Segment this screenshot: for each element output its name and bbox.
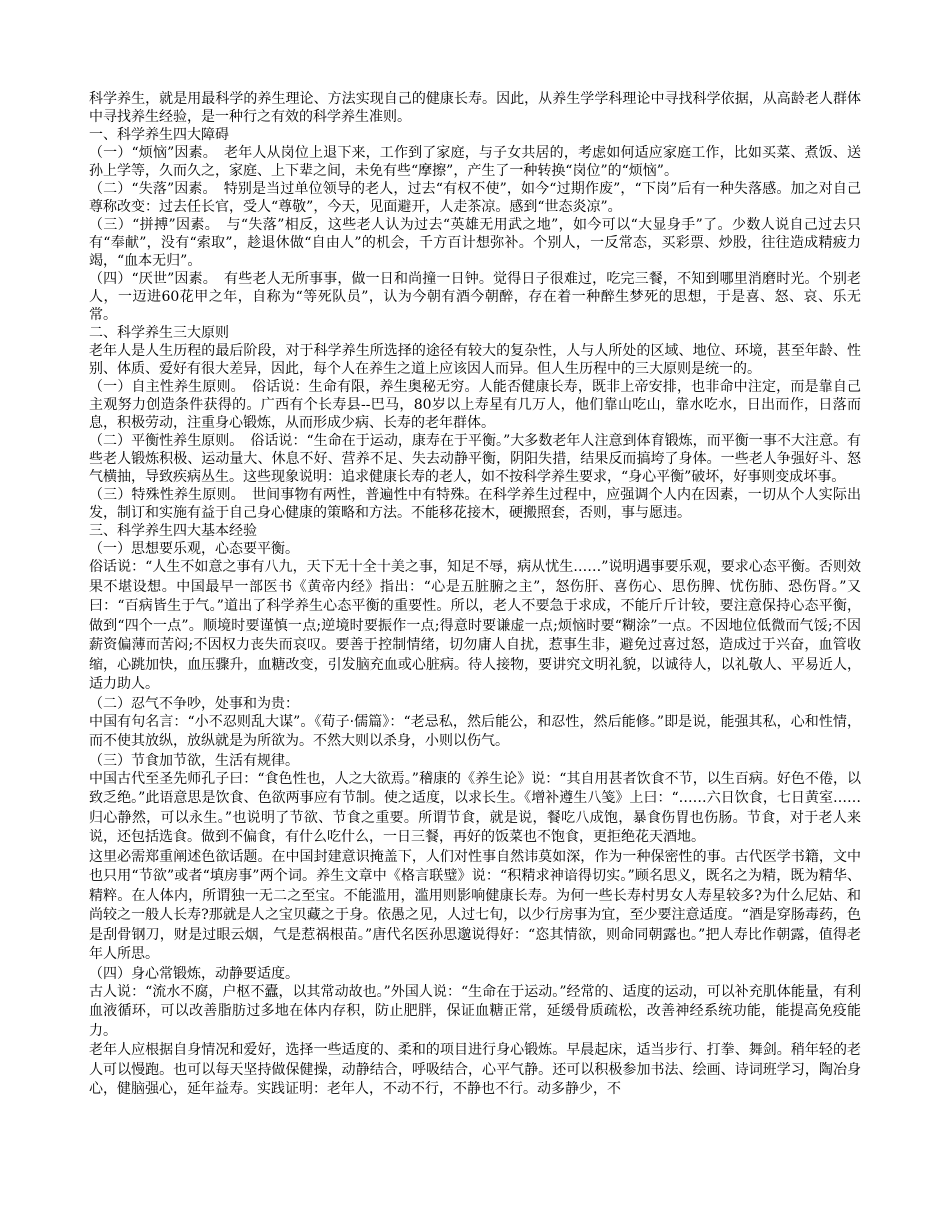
paragraph-patience: 中国有句名言：“小不忍则乱大谋”。《荀子·儒篇》：“老忌私，然后能公，和忍性，然后能修。”即是说，能强其私，心和性情，而不使其放纵，放纵就是为所欲为。不然大则以杀身，小则以伤气。 bbox=[89, 713, 861, 749]
paragraph-moderation-desire: 这里必需郑重阐述色欲话题。在中国封建意识掩盖下，人们对性事自然讳莫如深，作为一种保密性的事。古代医学书籍，文中也只用“节欲”或者“填房事”两个词。养生文章中《格言联璧》说：“积精求神谙得切实。”顾名思义，既名之为精，既为精华、精粹。在人体内，所谓独一无二之至宝。不能滥用，滥用则影响健康长寿。为何一些长寿村男女人寿星较多?为什么尼姑、和尚较之一般人长寿?那就是人之宝贝藏之于身。依愚之见，人过七旬，以少行房事为宜，至少要注意适度。“酒是穿肠毒药，色是刮骨钢刀，财是过眼云烟，气是惹祸根苗。”唐代名医孙思邈说得好：“恣其情欲，则命同朝露也。”把人寿比作朝露，值得老年人所思。 bbox=[89, 848, 861, 962]
subheading-moderation: （三）节食加节欲，生活有规律。 bbox=[89, 752, 299, 769]
paragraph-moderation-diet: 中国古代至圣先师孔子曰：“食色性也，人之大欲焉。”稽康的《养生论》说：“其自用甚者饮食不节，以生百病。好色不倦，以致乏绝。”此语意思是饮食、色欲两事应有节制。使之适度，以求长生。《增补遵生八笺》上曰：“……六日饮食，七日黄室……归心静然，可以永生。”也说明了节欲、节食之重要。所谓节食，就是说，餐吃八成饱，暴食伤胃也伤肠。节食，对于老人来说，还包括选食。做到不偏食，有什么吃什么，一日三餐，再好的饭菜也不饱食，更拒绝花天酒地。 bbox=[89, 770, 861, 845]
paragraph-obstacle-struggle: （三）“拼搏”因素。 与“失落”相反，这些老人认为过去“英雄无用武之地”，如今可以“大显身手”了。少数人说自己过去只有“奉献”，没有“索取”，趁退休做“自由人”的机会，千方百计想弥补。个别人，一反常态，买彩票、炒股，往往造成精疲力竭，“血本无归”。 bbox=[89, 217, 861, 269]
section-heading-principles: 二、科学养生三大原则 bbox=[89, 325, 229, 341]
paragraph-optimism: 俗话说：“人生不如意之事有八九，天下无十全十美之事，知足不辱，病从忧生……”说明遇事要乐观，要求心态平衡。否则效果不堪设想。中国最早一部医书《黄帝内经》指出：“心是五脏腑之主”，怒伤肝、喜伤心、思伤脾、忧伤肺、恐伤肾。”又曰：“百病皆生于气。”道出了科学养生心态平衡的重要性。所以，老人不要急于求成，不能斤斤计较，要注意保持心态平衡，做到“四个一点”。顺境时要谨慎一点;逆境时要振作一点;得意时要谦虚一点;烦恼时要“糊涂”一点。不因地位低微而气馁;不因薪资偏薄而苦闷;不因权力丧失而哀叹。要善于控制情绪，切勿庸人自扰，惹事生非，避免过喜过怒，造成过于兴奋，血管收缩，心跳加快，血压骤升，血糖改变，引发脑充血或心脏病。待人接物，要讲究文明礼貌，以诚待人，以礼敬人、平易近人，适力助人。 bbox=[89, 559, 861, 692]
paragraph-intro: 科学养生，就是用最科学的养生理论、方法实现自己的健康长寿。因此，从养生学学科理论中寻找科学依据，从高龄老人群体中寻找养生经验，是一种行之有效的科学养生准则。 bbox=[89, 91, 861, 125]
section-heading-obstacles: 一、科学养生四大障碍 bbox=[89, 127, 229, 143]
paragraph-exercise-advice: 老年人应根据自身情况和爱好，选择一些适度的、柔和的项目进行身心锻炼。早晨起床，适当步行、打拳、舞剑。稍年轻的老人可以慢跑。也可以每天坚持做保健操，动静结合，呼吸结合，心平气静。还可以积极参加书法、绘画、诗词班学习，陶冶身心，健脑强心，延年益寿。实践证明：老年人，不动不行，不静也不行。动多静少，不 bbox=[89, 1042, 861, 1097]
section-heading-experience: 三、科学养生四大基本经验 bbox=[89, 523, 257, 539]
paragraph-obstacle-weariness: （四）“厌世”因素。 有些老人无所事事，做一日和尚撞一日钟。觉得日子很难过，吃完三餐，不知到哪里消磨时光。个别老人，一迈进60花甲之年，自称为“等死队员”，认为今朝有酒今朝醉，存在着一种醉生梦死的思想，于是喜、怒、哀、乐无常。 bbox=[89, 271, 861, 323]
paragraph-principles-intro: 老年人是人生历程的最后阶段，对于科学养生所选择的途径有较大的复杂性，人与人所处的区域、地位、环境，甚至年龄、性别、体质、爱好有很大差异，因此，每个人在养生之道上应该因人而异。但人生历程中的三大原则是统一的。 bbox=[89, 343, 861, 377]
document-body bbox=[89, 90, 861, 1100]
paragraph-exercise-benefits: 古人说：“流水不腐，户枢不蠹，以其常动故也。”外国人说：“生命在于运动。”经常的、适度的运动，可以补充肌体能量，有利血液循环，可以改善脂肪过多地在体内存积，防止肥胖，保证血糖正常，延缓骨质疏松，改善神经系统功能，能提高免疫能力。 bbox=[89, 983, 861, 1039]
paragraph-obstacle-loss: （二）“失落”因素。 特别是当过单位领导的老人，过去“有权不使”，如今“过期作废”，“下岗”后有一种失落感。加之对自己尊称改变：过去任长官，受人“尊敬”，今天，见面避开，人走茶凉。感到“世态炎凉”。 bbox=[89, 181, 861, 215]
subheading-exercise: （四）身心常锻炼，动静要适度。 bbox=[89, 965, 299, 982]
paragraph-principle-autonomy: （一）自主性养生原则。 俗话说：生命有限，养生奥秘无穷。人能否健康长寿，既非上帝安排，也非命中注定，而是靠自己主观努力创造条件获得的。广西有个长寿县--巴马，80岁以上寿星有几万人，他们靠山吃山，靠水吃水，日出而作，日落而息，积极劳动，注重身心锻炼，从而形成少病、长寿的老年群体。 bbox=[89, 379, 861, 431]
paragraph-principle-specificity: （三）特殊性养生原则。 世间事物有两性，普遍性中有特殊。在科学养生过程中，应强调个人内在因素，一切从个人实际出发，制订和实施有益于自己身心健康的策略和方法。不能移花接木，硬搬照套，否则，事与愿违。 bbox=[89, 487, 861, 521]
paragraph-obstacle-worry: （一）“烦恼”因素。 老年人从岗位上退下来，工作到了家庭，与子女共居的，考虑如何适应家庭工作，比如买菜、煮饭、送孙上学等，久而久之，家庭、上下辈之间，未免有些“摩擦”，产生了一种转换“岗位”的“烦恼”。 bbox=[89, 145, 861, 179]
paragraph-principle-balance: （二）平衡性养生原则。 俗话说：“生命在于运动，康寿在于平衡。”大多数老年人注意到体育锻炼，而平衡一事不大注意。有些老人锻炼积极、运动量大、休息不好、营养不足、失去动静平衡，阴阳失措，结果反而搞垮了身体。一些老人争强好斗、怒气横抽，导致疾病丛生。这些现象说明：追求健康长寿的老人，如不按科学养生要求，“身心平衡”破坏，好事则变成坏事。 bbox=[89, 433, 861, 485]
subheading-optimism: （一）思想要乐观，心态要平衡。 bbox=[89, 541, 299, 557]
subheading-patience: （二）忍气不争吵，处事和为贵： bbox=[89, 695, 299, 712]
